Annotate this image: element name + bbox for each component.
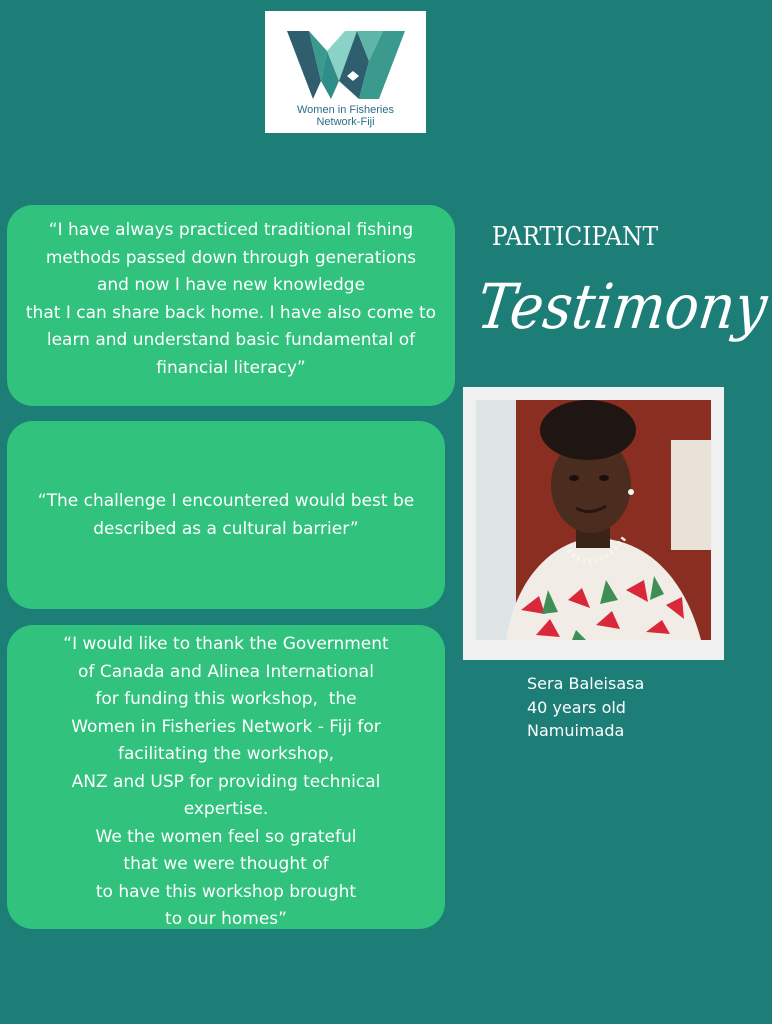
logo-text-line1: Women in Fisheries <box>297 104 394 116</box>
quote-line: facilitating the workshop, <box>117 744 335 764</box>
logo-text-line2: Network-Fiji <box>316 116 375 128</box>
quote-card-1 <box>7 205 455 406</box>
quote-line: ANZ and USP for providing technical <box>71 771 381 792</box>
quote-line: “The challenge I encountered would best be <box>37 491 415 511</box>
heading-participant: PARTICIPANT <box>491 222 659 252</box>
quote-line: for funding this workshop, the <box>95 689 357 709</box>
participant-photo <box>463 387 724 660</box>
quote-line: We the women feel so grateful <box>95 826 357 847</box>
quote-line: expertise. <box>183 799 269 819</box>
quote-line: to our homes” <box>165 909 287 929</box>
wifn-w-logo-icon <box>287 31 405 99</box>
quote-line: financial literacy” <box>156 357 306 378</box>
quote-line: described as a cultural barrier” <box>93 518 359 539</box>
quote-line: to have this workshop brought <box>95 881 357 902</box>
quote-card-3 <box>7 625 445 929</box>
quote-line: that I can share back home. I have also come to <box>25 302 437 323</box>
quote-card-2 <box>7 421 445 609</box>
quote-line: that we were thought of <box>123 854 329 874</box>
participant-village: Namuimada <box>527 721 625 740</box>
quote-line: and now I have new knowledge <box>96 275 366 295</box>
quote-line: “I have always practiced traditional fishing <box>48 220 414 240</box>
heading-testimony: Testimony <box>473 270 772 343</box>
quote-line: “I would like to thank the Government <box>63 634 389 654</box>
participant-name: Sera Baleisasa <box>527 674 645 693</box>
quote-line: of Canada and Alinea International <box>78 661 374 682</box>
portrait-image-icon <box>476 400 711 640</box>
participant-caption <box>527 672 644 743</box>
quote-line: methods passed down through generations <box>45 247 417 268</box>
quote-line: Women in Fisheries Network - Fiji for <box>71 716 381 737</box>
logo <box>265 11 426 133</box>
participant-age: 40 years old <box>527 697 626 717</box>
quote-line: learn and understand basic fundamental of <box>46 330 416 350</box>
